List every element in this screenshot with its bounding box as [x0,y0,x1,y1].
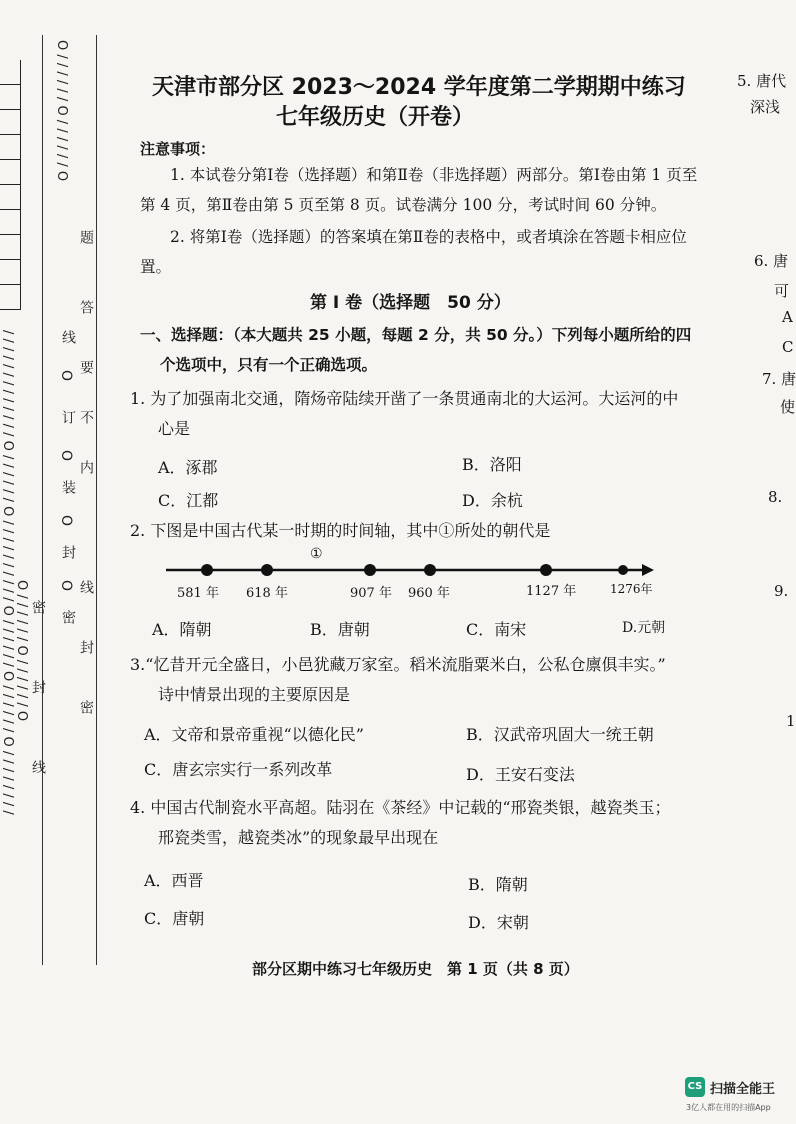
binding-col-5: O [58,515,74,528]
q4-option-d[interactable]: D．宋朝 [468,913,529,932]
binding-slash-mid-2: O / / / / / / O / / / / / / O [14,580,29,722]
binding-col-3: O [58,450,74,463]
right-edge-q7-line2: 使 [780,398,796,416]
question-4 [130,793,700,853]
q2-option-b[interactable]: B．唐朝 [310,620,370,639]
binding-col-4: 装 [60,480,76,495]
scanner-app-name: 扫描全能王 [710,1082,776,1097]
binding-line-1 [42,35,43,965]
timeline-year-960: 960 年 [408,586,450,601]
exam-title: 天津市部分区 2023～2024 学年度第二学期期中练习 [152,75,686,100]
q1-option-c[interactable]: C．江都 [158,491,219,510]
question-3-stem: 3.“忆昔开元全盛日，小邑犹藏万家室。稻米流脂粟米白，公私仓廪俱丰实。” [130,655,666,674]
binding-col-8: 密 [60,610,76,625]
binding-col2-4: 内 [78,460,94,475]
q1-option-b[interactable]: B．洛阳 [462,455,522,474]
q1-option-d[interactable]: D．余杭 [462,491,523,510]
question-2 [130,516,700,546]
exam-subtitle: 七年级历史（开卷） [276,105,475,130]
binding-line-2 [96,35,97,965]
q4-option-a[interactable]: A．西晋 [144,871,204,890]
timeline-year-581: 581 年 [177,586,219,601]
binding-label-xian: 线 [30,760,46,775]
question-1-stem-2: 心是 [158,419,191,438]
right-edge-q6-opt-a: A [782,308,793,326]
binding-col2-0: 题 [78,230,94,245]
right-edge-q6-line2: 可 [774,282,790,300]
q4-option-c[interactable]: C．唐朝 [144,909,205,928]
binding-col2-7: 密 [78,700,94,715]
score-grid [0,60,21,310]
right-edge-q8: 8. [768,488,783,506]
question-4-stem-2: 邢瓷类雪，越瓷类冰”的现象最早出现在 [158,828,439,847]
right-edge-q7: 7. 唐 [762,370,796,388]
note-2: 2. 将第Ⅰ卷（选择题）的答案填在第Ⅱ卷的表格中，或者填涂在答题卡相应位置。 [140,228,687,276]
right-edge-q10: 1 [786,712,796,730]
binding-label-mi: 密 [30,600,46,615]
question-3-stem-2: 诗中情景出现的主要原因是 [158,685,351,704]
binding-col-2: 订 [60,410,76,425]
question-2-stem: 2. 下图是中国古代某一时期的时间轴，其中①所处的朝代是 [130,521,551,540]
page-footer: 部分区期中练习七年级历史 第 1 页（共 8 页） [252,960,579,978]
timeline-year-1276: 1276年 [610,582,653,596]
q2-option-c[interactable]: C．南宋 [466,620,527,639]
q3-option-a[interactable]: A．文帝和景帝重视“以德化民” [144,725,364,744]
scanner-tagline: 3亿人都在用的扫描App [686,1103,771,1112]
timeline-year-907: 907 年 [350,586,392,601]
timeline-year-618: 618 年 [246,586,288,601]
binding-col2-1: 答 [78,300,94,315]
right-edge-q6-opt-c: C [782,338,794,356]
instruction-line-2: 个选项中，只有一个正确选项。 [160,356,378,374]
q4-option-b[interactable]: B．隋朝 [468,875,528,894]
right-edge-q5: 5. 唐代 [737,72,787,90]
binding-col-7: O [58,580,74,593]
q3-option-c[interactable]: C．唐玄宗实行一系列改革 [144,760,333,779]
binding-col2-6: 封 [78,640,94,655]
section-title: 第 Ⅰ 卷（选择题 50 分） [310,293,511,313]
right-edge-q6: 6. 唐 [754,252,789,270]
right-edge-q5-line2: 深浅 [750,98,781,116]
binding-col2-3: 不 [78,410,94,425]
binding-col-0: 线 [60,330,76,345]
binding-slash-mid: O / / / / / / O / / / / / / O [54,40,69,182]
timeline-marker: ① [310,546,323,562]
question-4-stem: 4. 中国古代制瓷水平高超。陆羽在《茶经》中记载的“邢瓷类银，越瓷类玉； [130,798,671,817]
notes-heading: 注意事项： [140,140,216,158]
section-instruction [140,320,700,380]
q3-option-b[interactable]: B．汉武帝巩固大一统王朝 [466,725,654,744]
binding-label-feng: 封 [30,680,46,695]
question-1 [130,384,700,444]
q3-option-d[interactable]: D．王安石变法 [466,765,575,784]
q1-option-a[interactable]: A．涿郡 [158,458,218,477]
note-1: 1. 本试卷分第Ⅰ卷（选择题）和第Ⅱ卷（非选择题）两部分。第Ⅰ卷由第 1 页至第 4 页，第Ⅱ卷由第 5 页至第 8 页。试卷满分 100 分，考试时间 60 分钟。 [140,166,698,214]
q2-option-a[interactable]: A．隋朝 [152,620,212,639]
question-3 [130,650,700,710]
question-1-stem: 1. 为了加强南北交通，隋炀帝陆续开凿了一条贯通南北的大运河。大运河的中 [130,389,679,408]
scanner-logo-icon: CS [685,1077,705,1097]
binding-col2-2: 要 [78,360,94,375]
binding-col-1: O [58,370,74,383]
timeline [160,548,660,608]
binding-slash-outer: / / / / / / / / / / / / / O / / / / / / O / / / / / / / / / / O / / / / / / O / / / / / / O / / / / / / / / [0,330,15,815]
q2-option-d[interactable]: D.元朝 [622,620,666,636]
binding-col2-5: 线 [78,580,94,595]
instruction-line-1: 一、选择题：（本大题共 25 小题，每题 2 分，共 50 分。）下列每小题所给的四 [140,326,692,344]
binding-col-6: 封 [60,545,76,560]
right-edge-q9: 9. [774,582,789,600]
timeline-year-1127: 1127 年 [526,584,577,599]
